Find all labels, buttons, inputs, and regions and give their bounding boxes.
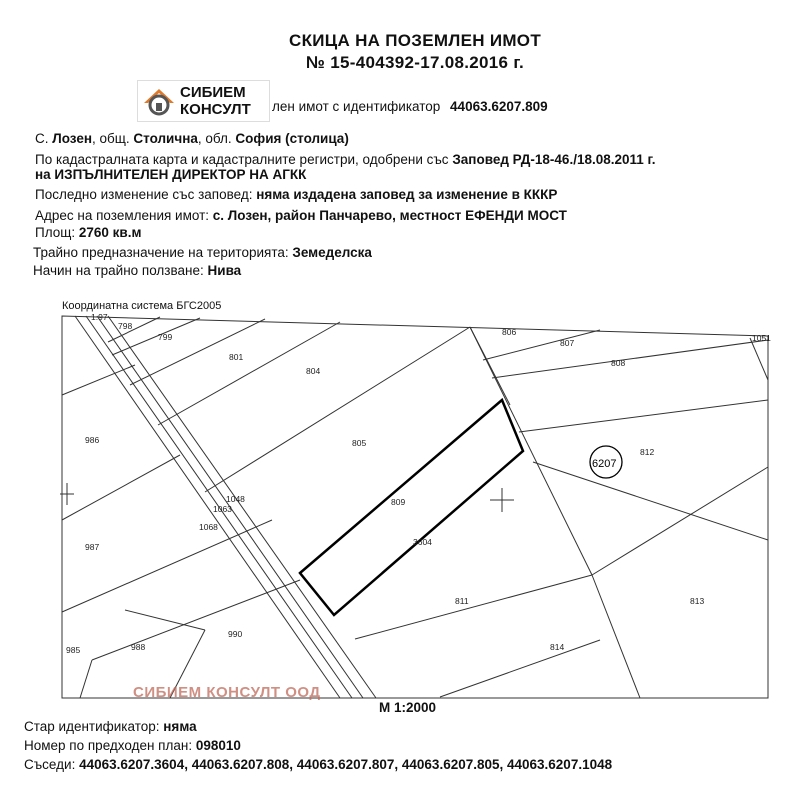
- parcel-label: 808: [611, 358, 626, 368]
- prev-plan-value: 098010: [195, 738, 241, 753]
- region-prefix: , обл.: [197, 131, 232, 146]
- neighbors-value: 44063.6207.3604, 44063.6207.808, 44063.6207.807, 44063.6207.805, 44063.6207.1048: [79, 757, 613, 772]
- parcel-label: 811: [455, 596, 469, 606]
- parcel-label: 1051: [752, 333, 771, 343]
- prev-plan-label: Номер по предходен план:: [24, 738, 193, 753]
- neighbors-line: [24, 757, 612, 773]
- quarter-number: 6207: [592, 458, 617, 470]
- coordinate-system-label: Координатна система БГС2005: [62, 300, 222, 312]
- logo-text-line1: СИБИЕМ: [180, 84, 246, 101]
- area-label: Площ:: [35, 225, 76, 240]
- neighbors-label: Съседи:: [24, 757, 76, 772]
- subject-parcel-outline: [300, 400, 523, 615]
- last-change-label: Последно изменение със заповед:: [35, 187, 253, 202]
- previous-plan-line: [24, 738, 241, 754]
- old-id-value: няма: [163, 719, 197, 734]
- cadastre-order: Заповед РД-18-46./18.08.2011 г.: [452, 152, 656, 167]
- company-watermark: СИБИЕМ КОНСУЛТ ООД: [133, 684, 321, 701]
- last-change-value: няма издадена заповед за изменение в КККР: [256, 187, 558, 202]
- parcel-label: 1063: [213, 504, 232, 514]
- identifier-prefix: лен имот с идентификатор: [272, 99, 441, 114]
- logo-text-line2: КОНСУЛТ: [180, 101, 251, 118]
- parcel-label: 3604: [413, 537, 432, 547]
- parcel-label: 799: [158, 332, 173, 342]
- parcel-label: 1.97: [91, 312, 108, 322]
- usage-value: Нива: [207, 263, 242, 278]
- region: София (столица): [235, 131, 349, 146]
- municipality: Столична: [133, 131, 198, 146]
- road-edge: [108, 316, 376, 698]
- parcel-label: 807: [560, 338, 575, 348]
- cadastre-authority: на ИЗПЪЛНИТЕЛЕН ДИРЕКТОР НА АГКК: [35, 167, 307, 182]
- document-title: СКИЦА НА ПОЗЕМЛЕН ИМОТ: [289, 31, 542, 50]
- parcel-label: 988: [131, 642, 146, 652]
- identifier-value: 44063.6207.809: [450, 99, 548, 114]
- map-frame: [62, 316, 768, 698]
- map-scale: М 1:2000: [379, 700, 437, 715]
- parcel-label: 1068: [199, 522, 218, 532]
- old-id-label: Стар идентификатор:: [24, 719, 160, 734]
- old-identifier-line: [24, 719, 197, 735]
- parcel-label: 801: [229, 352, 244, 362]
- settlement: Лозен: [52, 131, 93, 146]
- usage-label: Начин на трайно ползване:: [33, 263, 204, 278]
- settlement-prefix: С.: [35, 131, 49, 146]
- parcel-label: 804: [306, 366, 321, 376]
- parcel-label: 990: [228, 629, 243, 639]
- municipality-prefix: , общ.: [92, 131, 130, 146]
- cadastre-prefix: По кадастралната карта и кадастралните регистри, одобрени със: [35, 152, 449, 167]
- address-value: с. Лозен, район Панчарево, местност ЕФЕНДИ МОСТ: [212, 208, 567, 223]
- parcel-label: 813: [690, 596, 705, 606]
- purpose-label: Трайно предназначение на територията:: [33, 245, 289, 260]
- parcel-label: 987: [85, 542, 100, 552]
- address-label: Адрес на поземления имот:: [35, 208, 210, 223]
- parcel-label: 806: [502, 327, 517, 337]
- parcel-label: 798: [118, 321, 133, 331]
- document-number: № 15-404392-17.08.2016 г.: [306, 53, 525, 72]
- parcel-label: 805: [352, 438, 367, 448]
- area-value: 2760 кв.м: [78, 225, 142, 240]
- parcel-label: 814: [550, 642, 565, 652]
- parcel-label: 986: [85, 435, 100, 445]
- parcel-label: 985: [66, 645, 81, 655]
- purpose-value: Земеделска: [292, 245, 372, 260]
- parcel-label: 809: [391, 497, 406, 507]
- parcel-label: 812: [640, 447, 655, 457]
- parcel-label: 1048: [226, 494, 245, 504]
